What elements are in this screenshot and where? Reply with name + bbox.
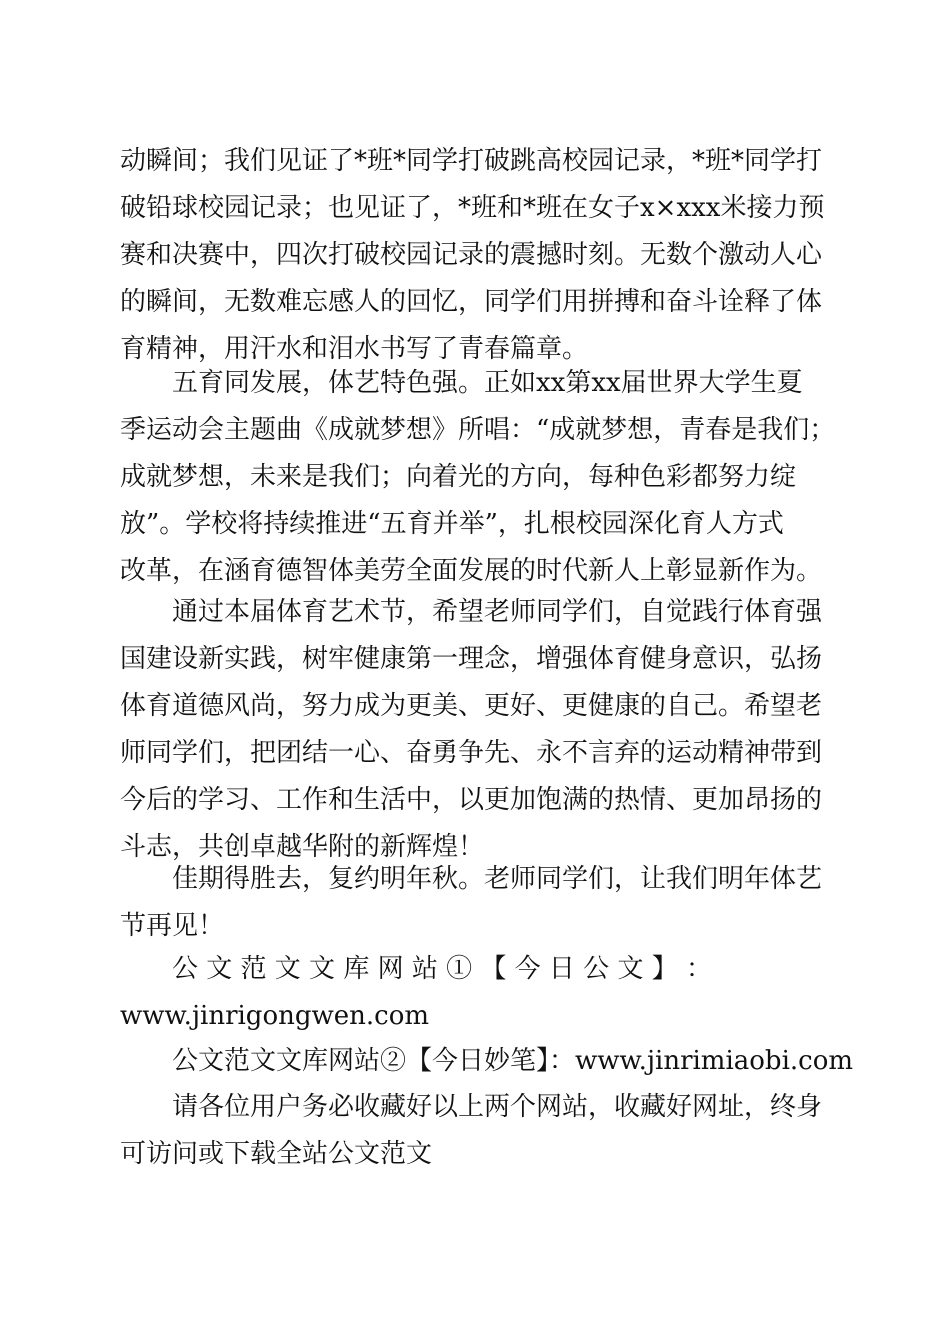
paragraph-first-line: 佳期得胜去，复约明年秋。老师同学们，让我们明年体艺	[172, 864, 823, 894]
body-text-line: 国建设新实践，树牢健康第一理念，增强体育健身意识，弘扬	[120, 644, 823, 674]
body-text-line: 师同学们，把团结一心、奋勇争先、永不言弃的运动精神带到	[120, 738, 823, 768]
body-text-line: 节再见！	[120, 911, 225, 941]
body-text-line: 赛和决赛中，四次打破校园记录的震撼时刻。无数个激动人心	[120, 240, 823, 270]
website-1-line	[172, 954, 832, 984]
body-text-line: 体育道德风尚，努力成为更美、更好、更健康的自己。希望老	[120, 691, 823, 721]
body-text-line: 动瞬间；我们见证了*班*同学打破跳高校园记录，*班*同学打	[120, 146, 823, 176]
body-text-line: 改革，在涵育德智体美劳全面发展的时代新人上彰显新作为。	[120, 556, 823, 586]
body-text-line: 成就梦想，未来是我们；向着光的方向，每种色彩都努力绽	[120, 462, 797, 492]
body-text-line: 放”。学校将持续推进“五育并举”，扎根校园深化育人方式	[120, 509, 784, 539]
body-text-line: 季运动会主题曲《成就梦想》所唱：“成就梦想，青春是我们；	[120, 415, 836, 445]
body-text-line: 育精神，用汗水和泪水书写了青春篇章。	[120, 334, 589, 364]
body-text-line: 破铅球校园记录；也见证了，*班和*班在女子x×xxx米接力预	[120, 193, 825, 223]
paragraph-first-line: 请各位用户务必收藏好以上两个网站，收藏好网址，终身	[172, 1092, 823, 1122]
body-text-line: 今后的学习、工作和生活中，以更加饱满的热情、更加昂扬的	[120, 785, 823, 815]
website-2-line[interactable]: 公文范文文库网站②【今日妙笔】：www.jinrimiaobi.com	[172, 1046, 854, 1076]
paragraph-first-line: 五育同发展，体艺特色强。正如xx第xx届世界大学生夏	[172, 368, 803, 398]
website-1-label: 公 文 范 文 文 库 网 站 ① 【 今 日 公 文 】 ：	[172, 954, 712, 984]
paragraph-first-line: 通过本届体育艺术节，希望老师同学们，自觉践行体育强	[172, 597, 823, 627]
body-text-line: 的瞬间，无数难忘感人的回忆，同学们用拼搏和奋斗诠释了体	[120, 287, 823, 317]
body-text-line: 斗志，共创卓越华附的新辉煌！	[120, 832, 485, 862]
website-1-url[interactable]: www.jinrigongwen.com	[120, 1001, 430, 1031]
body-text-line: 可访问或下载全站公文范文	[120, 1139, 433, 1169]
